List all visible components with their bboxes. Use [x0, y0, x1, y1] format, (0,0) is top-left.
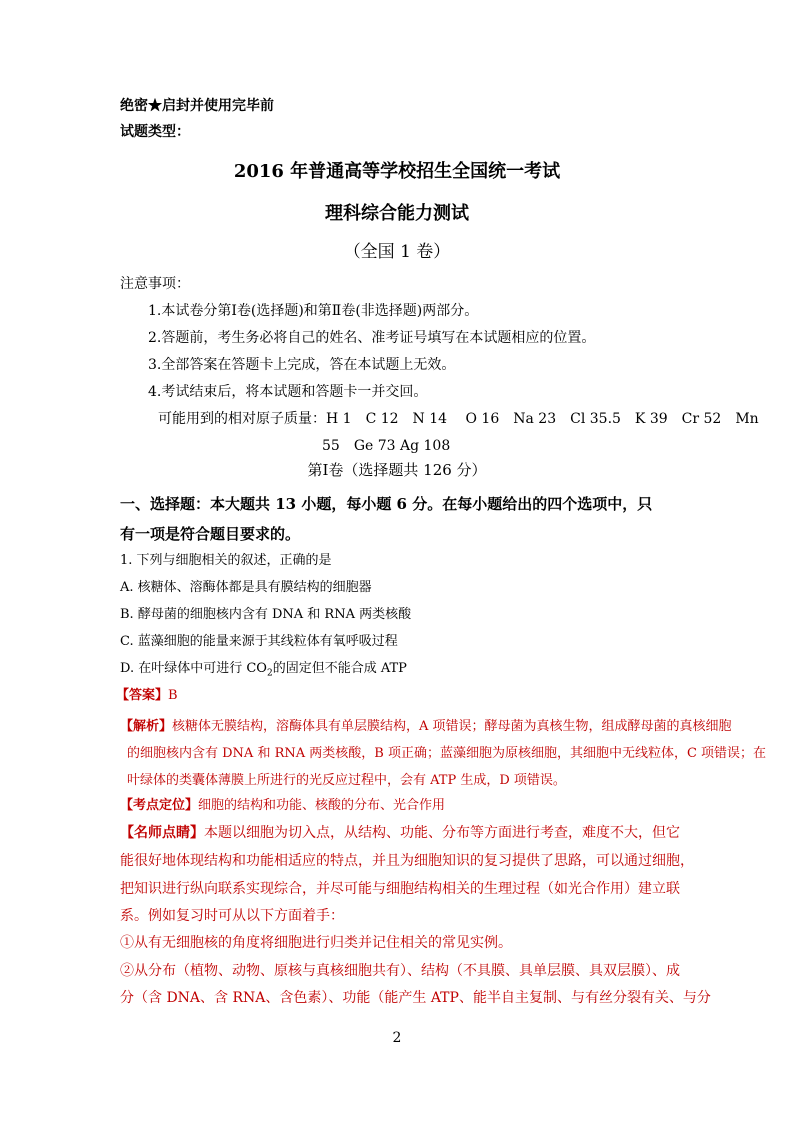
option-d	[120, 659, 407, 679]
answer-label: 【答案】	[116, 688, 169, 703]
mingshi-line: 分（含 DNA、含 RNA、含色素）、功能（能产生 ATP、能半自主复制、与有丝分裂有关、与分	[120, 990, 711, 1006]
exam-subtitle: 理科综合能力测试	[325, 203, 469, 224]
kaodian-text: 细胞的结构和功能、核酸的分布、光合作用	[198, 798, 446, 813]
kaodian-label: 【考点定位】	[120, 798, 199, 813]
volume-title: 第Ⅰ卷（选择题共 126 分）	[307, 461, 487, 479]
mingshi-line: 能很好地体现结构和功能相适应的特点，并且为细胞知识的复习提供了思路，可以通过细胞，	[120, 853, 694, 869]
notes-item: 2.答题前，考生务必将自己的姓名、准考证号填写在本试题相应的位置。	[148, 330, 596, 346]
notes-item: 4.考试结束后，将本试题和答题卡一并交回。	[148, 384, 428, 400]
mingshi-line: 系。例如复习时可从以下方面着手：	[120, 908, 344, 924]
question-stem: 1. 下列与细胞相关的叙述，正确的是	[120, 553, 332, 568]
answer-line	[116, 686, 178, 706]
question-type-label: 试题类型：	[120, 124, 190, 140]
option-d-subscript: 2	[266, 668, 273, 679]
notes-item: 1.本试卷分第Ⅰ卷(选择题)和第Ⅱ卷(非选择题)两部分。	[148, 303, 479, 319]
mingshi-line: 把知识进行纵向联系实现综合，并尽可能与细胞结构相关的生理过程（如光合作用）建立联	[120, 881, 680, 897]
analysis-line	[120, 717, 732, 737]
option-b: B. 酵母菌的细胞核内含有 DNA 和 RNA 两类核酸	[120, 607, 412, 622]
page-number: 2	[392, 1030, 402, 1046]
analysis-line: 叶绿体的类囊体薄膜上所进行的光反应过程中，会有 ATP 生成，D 项错误。	[127, 773, 566, 788]
option-a: A. 核糖体、溶酶体都是具有膜结构的细胞器	[120, 580, 372, 595]
answer-value: B	[168, 688, 178, 703]
analysis-line: 的细胞核内含有 DNA 和 RNA 两类核酸，B 项正确；蓝藻细胞为原核细胞，其细胞中无线粒体，C 项错误；在	[127, 746, 767, 761]
exam-edition: （全国 1 卷）	[343, 242, 451, 262]
analysis-label: 【解析】	[120, 719, 173, 734]
notes-item: 3.全部答案在答题卡上完成，答在本试题上无效。	[148, 357, 456, 373]
mingshi-line: ②从分布（植物、动物、原核与真核细胞共有）、结构（不具膜、具单层膜、具双层膜）、成	[120, 963, 680, 979]
section-heading: 一、选择题：本大题共 13 小题，每小题 6 分。在每小题给出的四个选项中，只	[120, 495, 653, 513]
secret-header: 绝密★启封并使用完毕前	[120, 98, 274, 114]
mingshi-line: ①从有无细胞核的角度将细胞进行归类并记住相关的常见实例。	[120, 935, 512, 951]
option-d-text-end: 的固定但不能合成 ATP	[272, 661, 407, 676]
exam-title: 2016 年普通高等学校招生全国统一考试	[233, 161, 561, 182]
section-heading: 有一项是符合题目要求的。	[120, 525, 301, 543]
option-c: C. 蓝藻细胞的能量来源于其线粒体有氧呼吸过程	[120, 634, 398, 649]
atomic-mass-line: 可能用到的相对原子质量：H 1 C 12 N 14 O 16 Na 23 Cl 35.5 K 39 Cr 52 Mn	[158, 411, 759, 427]
notes-heading: 注意事项：	[120, 276, 190, 292]
atomic-mass-line: 55 Ge 73 Ag 108	[322, 438, 451, 454]
mingshi-line	[120, 823, 680, 843]
kaodian-line	[120, 796, 445, 816]
mingshi-label: 【名师点睛】	[120, 825, 204, 841]
analysis-text: 核糖体无膜结构，溶酶体具有单层膜结构，A 项错误；酵母菌为真核生物，组成酵母菌的真核细胞	[172, 719, 732, 734]
option-d-text: D. 在叶绿体中可进行 CO	[120, 661, 267, 676]
mingshi-text: 本题以细胞为切入点，从结构、功能、分布等方面进行考查，难度不大，但它	[204, 825, 680, 841]
